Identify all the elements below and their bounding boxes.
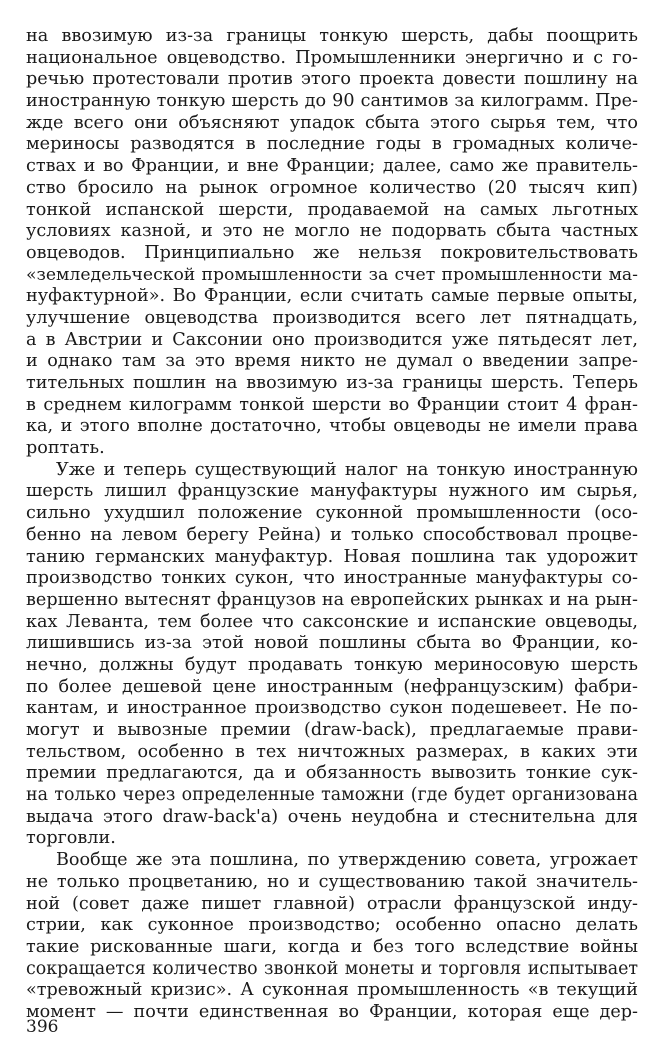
text-line: момент — почти единственная во Франции, которая еще дер- — [26, 1001, 638, 1022]
text-line: и однако там за это время никто не думал о введении запре- — [26, 351, 638, 372]
text-line: тонкой испанской шерсти, продаваемой на самых льготных — [26, 199, 638, 220]
text-line: а в Австрии и Саксонии оно производится уже пятьдесят лет, — [26, 329, 638, 350]
text-line: условиях казной, и это не могло не подорвать сбыта частных — [26, 221, 638, 242]
text-line: мериносы разводятся в последние годы в громадных количе- — [26, 134, 638, 155]
text-line: тельством, особенно в тех ничтожных размерах, в каких эти — [26, 741, 638, 762]
text-line: нечно, должны будут продавать тонкую мериносовую шерсть — [26, 654, 638, 675]
text-line: лишившись из-за этой новой пошлины сбыта во Франции, ко- — [26, 633, 638, 654]
page-number: 396 — [26, 1017, 59, 1037]
text-line: улучшение овцеводства производится всего лет пятнадцать, — [26, 307, 638, 328]
text-line: торговли. — [26, 828, 116, 849]
text-line: национальное овцеводство. Промышленники энергично и с го- — [26, 47, 638, 68]
text-line: вершенно вытеснят французов на европейских рынках и на рын- — [26, 589, 638, 610]
paragraph-2 — [26, 460, 638, 850]
text-line: по более дешевой цене иностранным (нефранцузским) фабри- — [26, 676, 638, 697]
text-line: Вообще же эта пошлина, по утверждению совета, угрожает — [56, 850, 638, 871]
text-line: на только через определенные таможни (где будет организована — [26, 785, 638, 806]
text-line: сильно ухудшил положение суконной промышленности (осо- — [26, 503, 638, 524]
text-line: кантам, и иностранное производство сукон подешевеет. Не по- — [26, 698, 638, 719]
text-line: Уже и теперь существующий налог на тонкую иностранную — [56, 459, 638, 480]
text-line: бенно на левом берегу Рейна) и только способствовал процве- — [26, 524, 638, 545]
text-line: стрии, как суконное производство; особенно опасно делать — [26, 915, 638, 936]
text-line: «земледельческой промышленности за счет промышленности ма- — [26, 264, 638, 285]
text-line: ной (совет даже пишет главной) отрасли французской инду- — [26, 893, 638, 914]
page-body — [26, 26, 638, 1024]
text-line: роптать. — [26, 438, 105, 459]
text-line: ство бросило на рынок огромное количество (20 тысяч кип) — [26, 177, 638, 198]
paragraph-1 — [26, 26, 638, 460]
text-line: иностранную тонкую шерсть до 90 сантимов за килограмм. Пре- — [26, 91, 638, 112]
text-line: ках Леванта, тем более что саксонские и испанские овцеводы, — [26, 611, 638, 632]
text-line: могут и вывозные премии (draw-back), предлагаемые прави- — [26, 720, 638, 740]
text-line: не только процветанию, но и существованию такой значитель- — [26, 871, 638, 892]
text-line: такие рискованные шаги, когда и без того вследствие войны — [26, 936, 638, 957]
text-line: выдача этого draw-back'a) очень неудобна и стеснительна для — [26, 806, 638, 827]
text-line: ствах и во Франции, и вне Франции; далее, само же правитель- — [26, 156, 638, 177]
text-line: сокращается количество звонкой монеты и торговля испытывает — [26, 958, 638, 979]
text-line: ка, и этого вполне достаточно, чтобы овцеводы не имели права — [26, 416, 638, 437]
text-line: речью протестовали против этого проекта довести пошлину на — [26, 69, 638, 90]
paragraph-3 — [26, 850, 638, 1024]
text-line: производство тонких сукон, что иностранные мануфактуры со- — [26, 568, 638, 589]
text-line: шерсть лишил французские мануфактуры нужного им сырья, — [26, 481, 638, 502]
text-line: жде всего они объясняют упадок сбыта этого сырья тем, что — [26, 112, 638, 133]
text-line: на ввозимую из-за границы тонкую шерсть, дабы поощрить — [26, 26, 638, 46]
text-line: танию германских мануфактур. Новая пошлина так удорожит — [26, 546, 638, 567]
text-line: тительных пошлин на ввозимую из-за границы шерсть. Теперь — [26, 373, 638, 393]
text-line: нуфактурной». Во Франции, если считать самые первые опыты, — [26, 286, 638, 307]
text-line: премии предлагаются, да и обязанность вывозить тонкие сук- — [26, 763, 638, 784]
text-line: «тревожный кризис». А суконная промышленность «в текущий — [26, 980, 638, 1001]
text-line: в среднем килограмм тонкой шерсти во Франции стоит 4 фран- — [26, 394, 638, 415]
text-line: овцеводов. Принципиально же нельзя покровительствовать — [26, 242, 638, 263]
